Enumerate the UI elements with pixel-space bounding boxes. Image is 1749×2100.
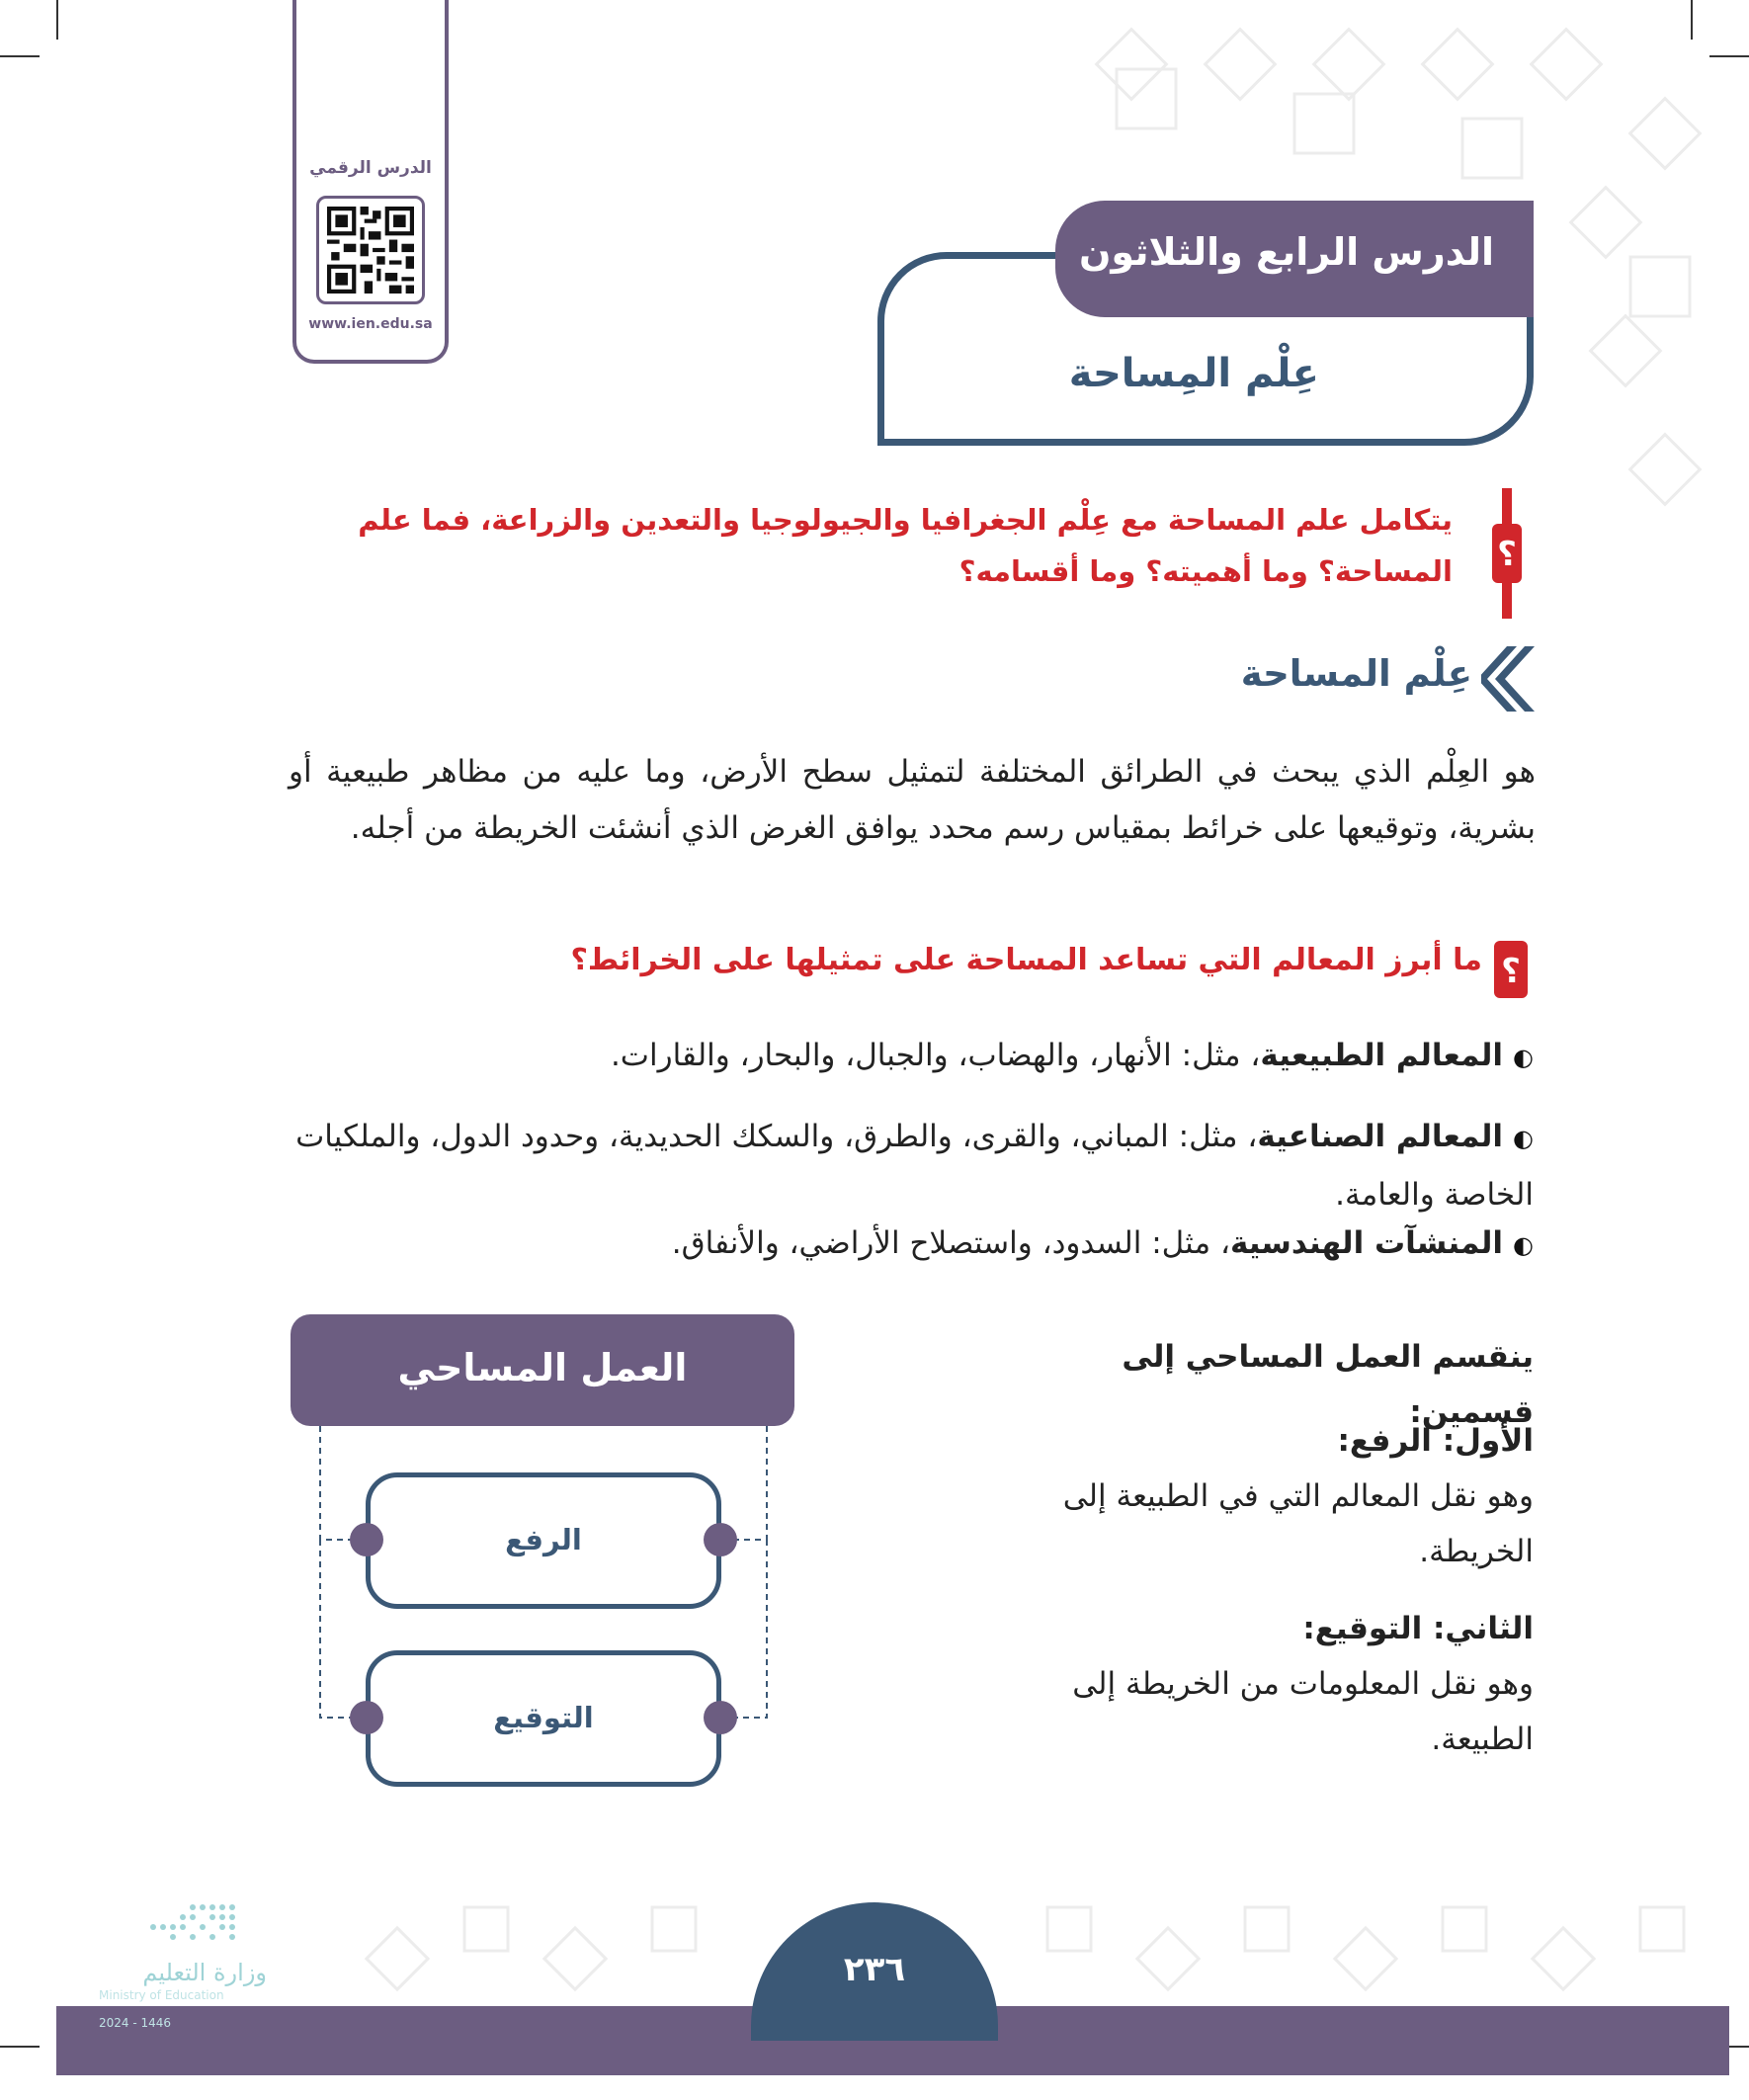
bullet-term: المعالم الطبيعية [1260, 1038, 1504, 1073]
list-item [287, 1216, 1534, 1274]
connector-dot [704, 1701, 737, 1734]
connector-dot [350, 1523, 383, 1556]
diagram-item-label: التوقيع [493, 1701, 594, 1734]
double-chevron-icon [1481, 646, 1537, 712]
lesson-number-tab [1055, 201, 1534, 317]
diagram-item-label: الرفع [505, 1523, 582, 1556]
svg-text:؟: ؟ [1501, 952, 1521, 991]
diagram-item-raise [366, 1472, 721, 1609]
svg-text:؟: ؟ [1497, 535, 1517, 574]
diagram-title: العمل المساحي [397, 1346, 688, 1389]
digital-lesson-label: الدرس الرقمي [309, 158, 432, 178]
list-item [287, 1028, 1534, 1086]
digital-lesson-card[interactable] [292, 0, 449, 364]
division-intro: ينقسم العمل المساحي إلى قسمين: [1122, 1339, 1534, 1430]
section-heading: عِلْم المساحة [1240, 652, 1472, 695]
connector-dot [350, 1701, 383, 1734]
ministry-name: وزارة التعليم [142, 1959, 267, 1986]
definition-paragraph: هو العِلْم الذي يبحث في الطرائق المختلفة لتمثيل سطح الأرض، وما عليه من مظاهر طبيعية أو بشرية، وتوقيعها على خرائط بمقياس رسم محدد يوافق الغرض الذي أنشئت الخريطة من أجله. [289, 754, 1536, 846]
edition-year: 2024 - 1446 [99, 2016, 172, 2030]
connector-dot [704, 1523, 737, 1556]
bullet-text: ، مثل: المباني، والقرى، والطرق، والسكك الحديدية، وحدود الدول، والملكيات الخاصة والعامة. [295, 1119, 1534, 1213]
bullet-icon: ◐ [1513, 1231, 1534, 1259]
bullet-text: ، مثل: السدود، واستصلاح الأراضي، والأنفاق. [671, 1225, 1230, 1261]
ministry-name-en: Ministry of Education [99, 1988, 224, 2002]
intro-question: يتكامل علم المساحة مع عِلْم الجغرافيا والجيولوجيا والتعدين والزراعة، فما علم المساحة؟ وما أهميته؟ وما أقسامه؟ [358, 503, 1453, 588]
digital-lesson-url[interactable]: www.ien.edu.sa [308, 316, 433, 332]
crop-mark [1709, 55, 1749, 57]
bullet-icon: ◐ [1513, 1125, 1534, 1152]
question-mark-icon [1494, 937, 1528, 1002]
page-number: ٢٣٦ [843, 1950, 906, 1989]
bullet-text: ، مثل: الأنهار، والهضاب، والجبال، والبحار، والقارات. [610, 1038, 1261, 1073]
crop-mark [0, 2046, 40, 2048]
part-one-heading: الأول: الرفع: [1337, 1423, 1534, 1459]
diagram-title-box [291, 1314, 794, 1426]
diagram-item-plot [366, 1650, 721, 1787]
surveying-diagram [287, 1309, 800, 1804]
crop-mark [1691, 0, 1693, 40]
question-mark-icon [1492, 488, 1522, 619]
crop-mark [56, 0, 58, 40]
part-two-heading: الثاني: التوقيع: [1302, 1611, 1534, 1646]
lesson-number: الدرس الرابع والثلاثون [1078, 230, 1494, 274]
bullet-term: المنشآت الهندسية [1229, 1225, 1504, 1261]
lesson-title: عِلْم المِساحة [1068, 351, 1319, 396]
qr-code-icon[interactable] [316, 196, 425, 304]
list-item [287, 1109, 1534, 1223]
bullet-term: المعالم الصناعية [1257, 1119, 1504, 1154]
crop-mark [0, 55, 40, 57]
bullet-icon: ◐ [1513, 1044, 1534, 1071]
part-two-text: وهو نقل المعلومات من الخريطة إلى الطبيعة. [1072, 1666, 1534, 1757]
part-one-text: وهو نقل المعالم التي في الطبيعة إلى الخريطة. [1062, 1478, 1534, 1569]
question-features: ما أبرز المعالم التي تساعد المساحة على تمثيلها على الخرائط؟ [570, 943, 1482, 977]
